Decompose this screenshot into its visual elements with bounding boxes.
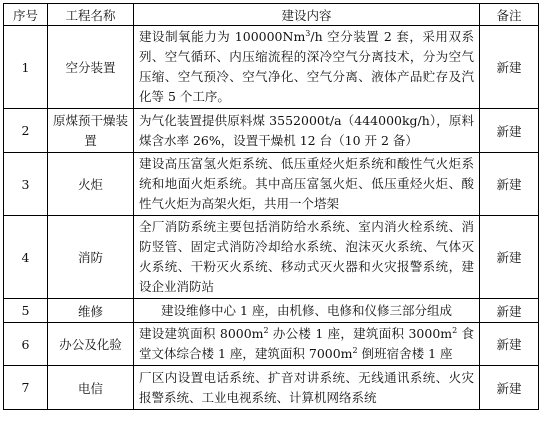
header-remark: 备注 <box>480 4 539 26</box>
row-num: 7 <box>4 366 48 410</box>
row-project-name: 原煤预干燥装置 <box>48 109 134 153</box>
row-content: 建设维修中心 1 座，由机修、电修和仪修三部分组成 <box>134 299 480 323</box>
row-num: 4 <box>4 216 48 299</box>
row-project-name: 办公及化验 <box>48 323 134 366</box>
header-row <box>4 4 539 26</box>
table-row <box>4 299 539 323</box>
row-num: 6 <box>4 323 48 366</box>
table-row <box>4 26 539 109</box>
row-content: 全厂消防系统主要包括消防给水系统、室内消火栓系统、消防竖管、固定式消防冷却给水系统、泡沫灭火系统、气体灭火系统、干粉灭火系统、移动式灭火器和火灾报警系统，建设企业消防站 <box>134 216 480 299</box>
row-content-part: 建设建筑面积 8000m <box>139 326 264 341</box>
row-content-part: 倒班宿舍楼 1 座 <box>357 346 453 361</box>
row-remark: 新建 <box>480 299 539 323</box>
table-row <box>4 366 539 410</box>
table-row <box>4 153 539 216</box>
row-project-name: 空分装置 <box>48 26 134 109</box>
row-num: 2 <box>4 109 48 153</box>
row-content: 建设高压富氢火炬系统、低压重烃火炬系统和酸性气火炬系统和地面火炬系统。其中高压富氢火炬、低压重烃火炬、酸性气火炬为高架火炬，共用一个塔架 <box>134 153 480 216</box>
superscript: 3 <box>305 28 311 38</box>
row-project-name: 消防 <box>48 216 134 299</box>
row-content <box>134 323 480 366</box>
row-content: 为气化装置提供原料煤 3552000t/a（444000kg/h），原料煤含水率 26%，设置干燥机 12 台（10 开 2 备） <box>134 109 480 153</box>
row-num: 5 <box>4 299 48 323</box>
row-content-part: 建设制氧能力为 100000Nm <box>139 29 306 44</box>
construction-content-table <box>3 3 539 410</box>
row-remark: 新建 <box>480 323 539 366</box>
table-row <box>4 216 539 299</box>
superscript: 2 <box>263 325 269 335</box>
table-row <box>4 109 539 153</box>
row-remark: 新建 <box>480 366 539 410</box>
header-num: 序号 <box>4 4 48 26</box>
row-project-name: 火炬 <box>48 153 134 216</box>
row-content-part: 食堂文体综合楼 1 座，建筑面积 7000m <box>139 326 474 361</box>
row-remark: 新建 <box>480 216 539 299</box>
row-project-name: 电信 <box>48 366 134 410</box>
superscript: 2 <box>452 325 458 335</box>
row-num: 3 <box>4 153 48 216</box>
header-content: 建设内容 <box>134 4 480 26</box>
table-row <box>4 323 539 366</box>
row-remark: 新建 <box>480 26 539 109</box>
row-num: 1 <box>4 26 48 109</box>
row-content <box>134 26 480 109</box>
row-content-part: 办公楼 1 座，建筑面积 3000m <box>268 326 453 341</box>
row-content: 厂区内设置电话系统、扩音对讲系统、无线通讯系统、火灾报警系统、工业电视系统、计算机网络系统 <box>134 366 480 410</box>
header-project-name: 工程名称 <box>48 4 134 26</box>
table-container <box>3 3 538 410</box>
superscript: 2 <box>352 345 358 355</box>
row-content-part: /h 空分装置 2 套，采用双系列、空气循环、内压缩流程的深冷空气分离技术，分为空气压缩、空气预冷、空气净化、空气分离、液体产品贮存及汽化等 5 个工序。 <box>139 29 474 104</box>
row-project-name: 维修 <box>48 299 134 323</box>
row-remark: 新建 <box>480 109 539 153</box>
row-remark: 新建 <box>480 153 539 216</box>
